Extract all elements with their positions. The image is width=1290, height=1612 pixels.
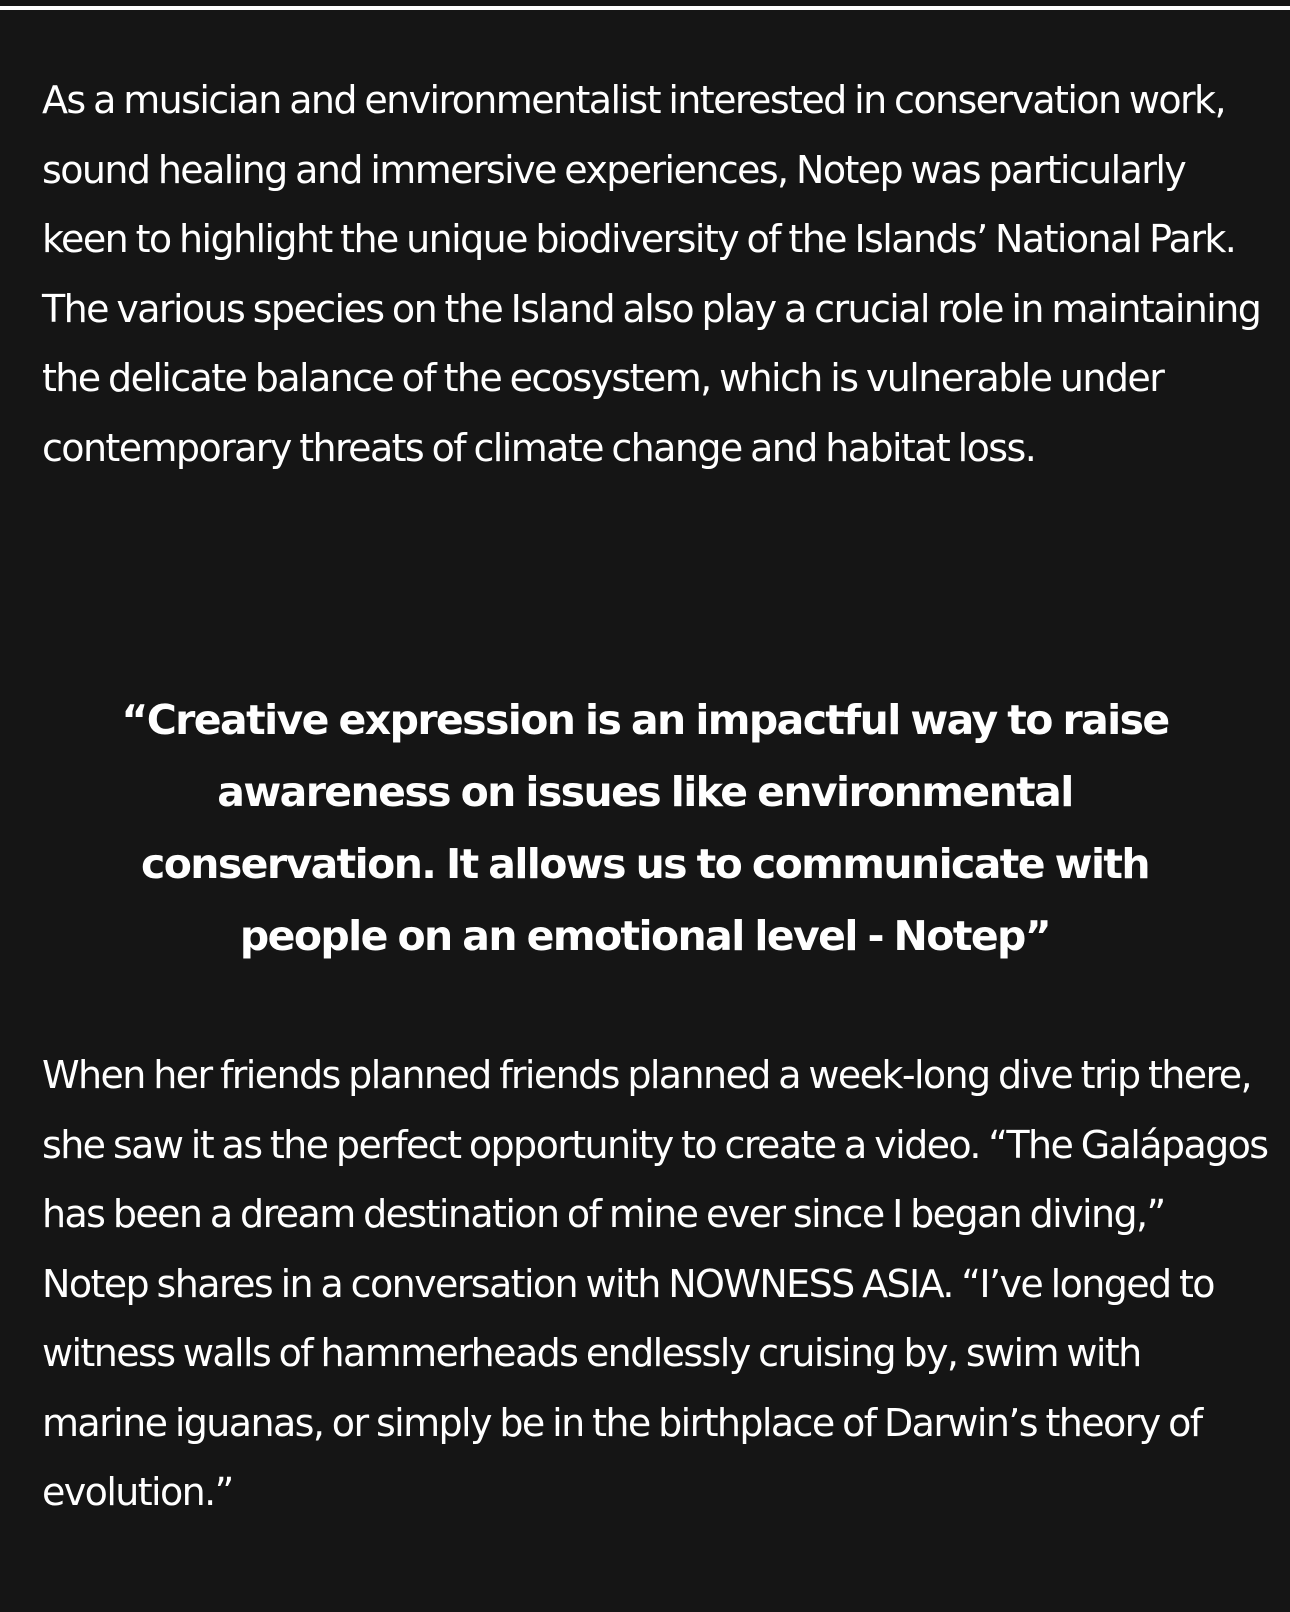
body-paragraph-intro: As a musician and environmentalist interested in conservation work, sound healing and immersive experiences, Notep was particularly keen to highlight the unique biodiversity of the Islands’ National Park. The various species on the Island also play a crucial role in maintaining the delicate balance of the ecosystem, which is vulnerable under contemporary threats of climate change and habitat loss.	[42, 78, 1261, 470]
pull-quote: “Creative expression is an impactful way to raise awareness on issues like environmental conservation. It allows us to communicate with people on an emotional level - Notep”	[121, 696, 1169, 960]
body-paragraph-dive-trip: When her friends planned friends planned a week-long dive trip there, she saw it as the perfect opportunity to create a video. “The Galápagos has been a dream destination of mine ever since I began diving,” Notep shares in a conversation with NOWNESS ASIA. “I’ve longed to witness walls of hammerheads endlessly cruising by, swim with marine iguanas, or simply be in the birthplace of Darwin’s theory of evolution.”	[42, 1053, 1268, 1514]
top-divider	[0, 6, 1290, 10]
